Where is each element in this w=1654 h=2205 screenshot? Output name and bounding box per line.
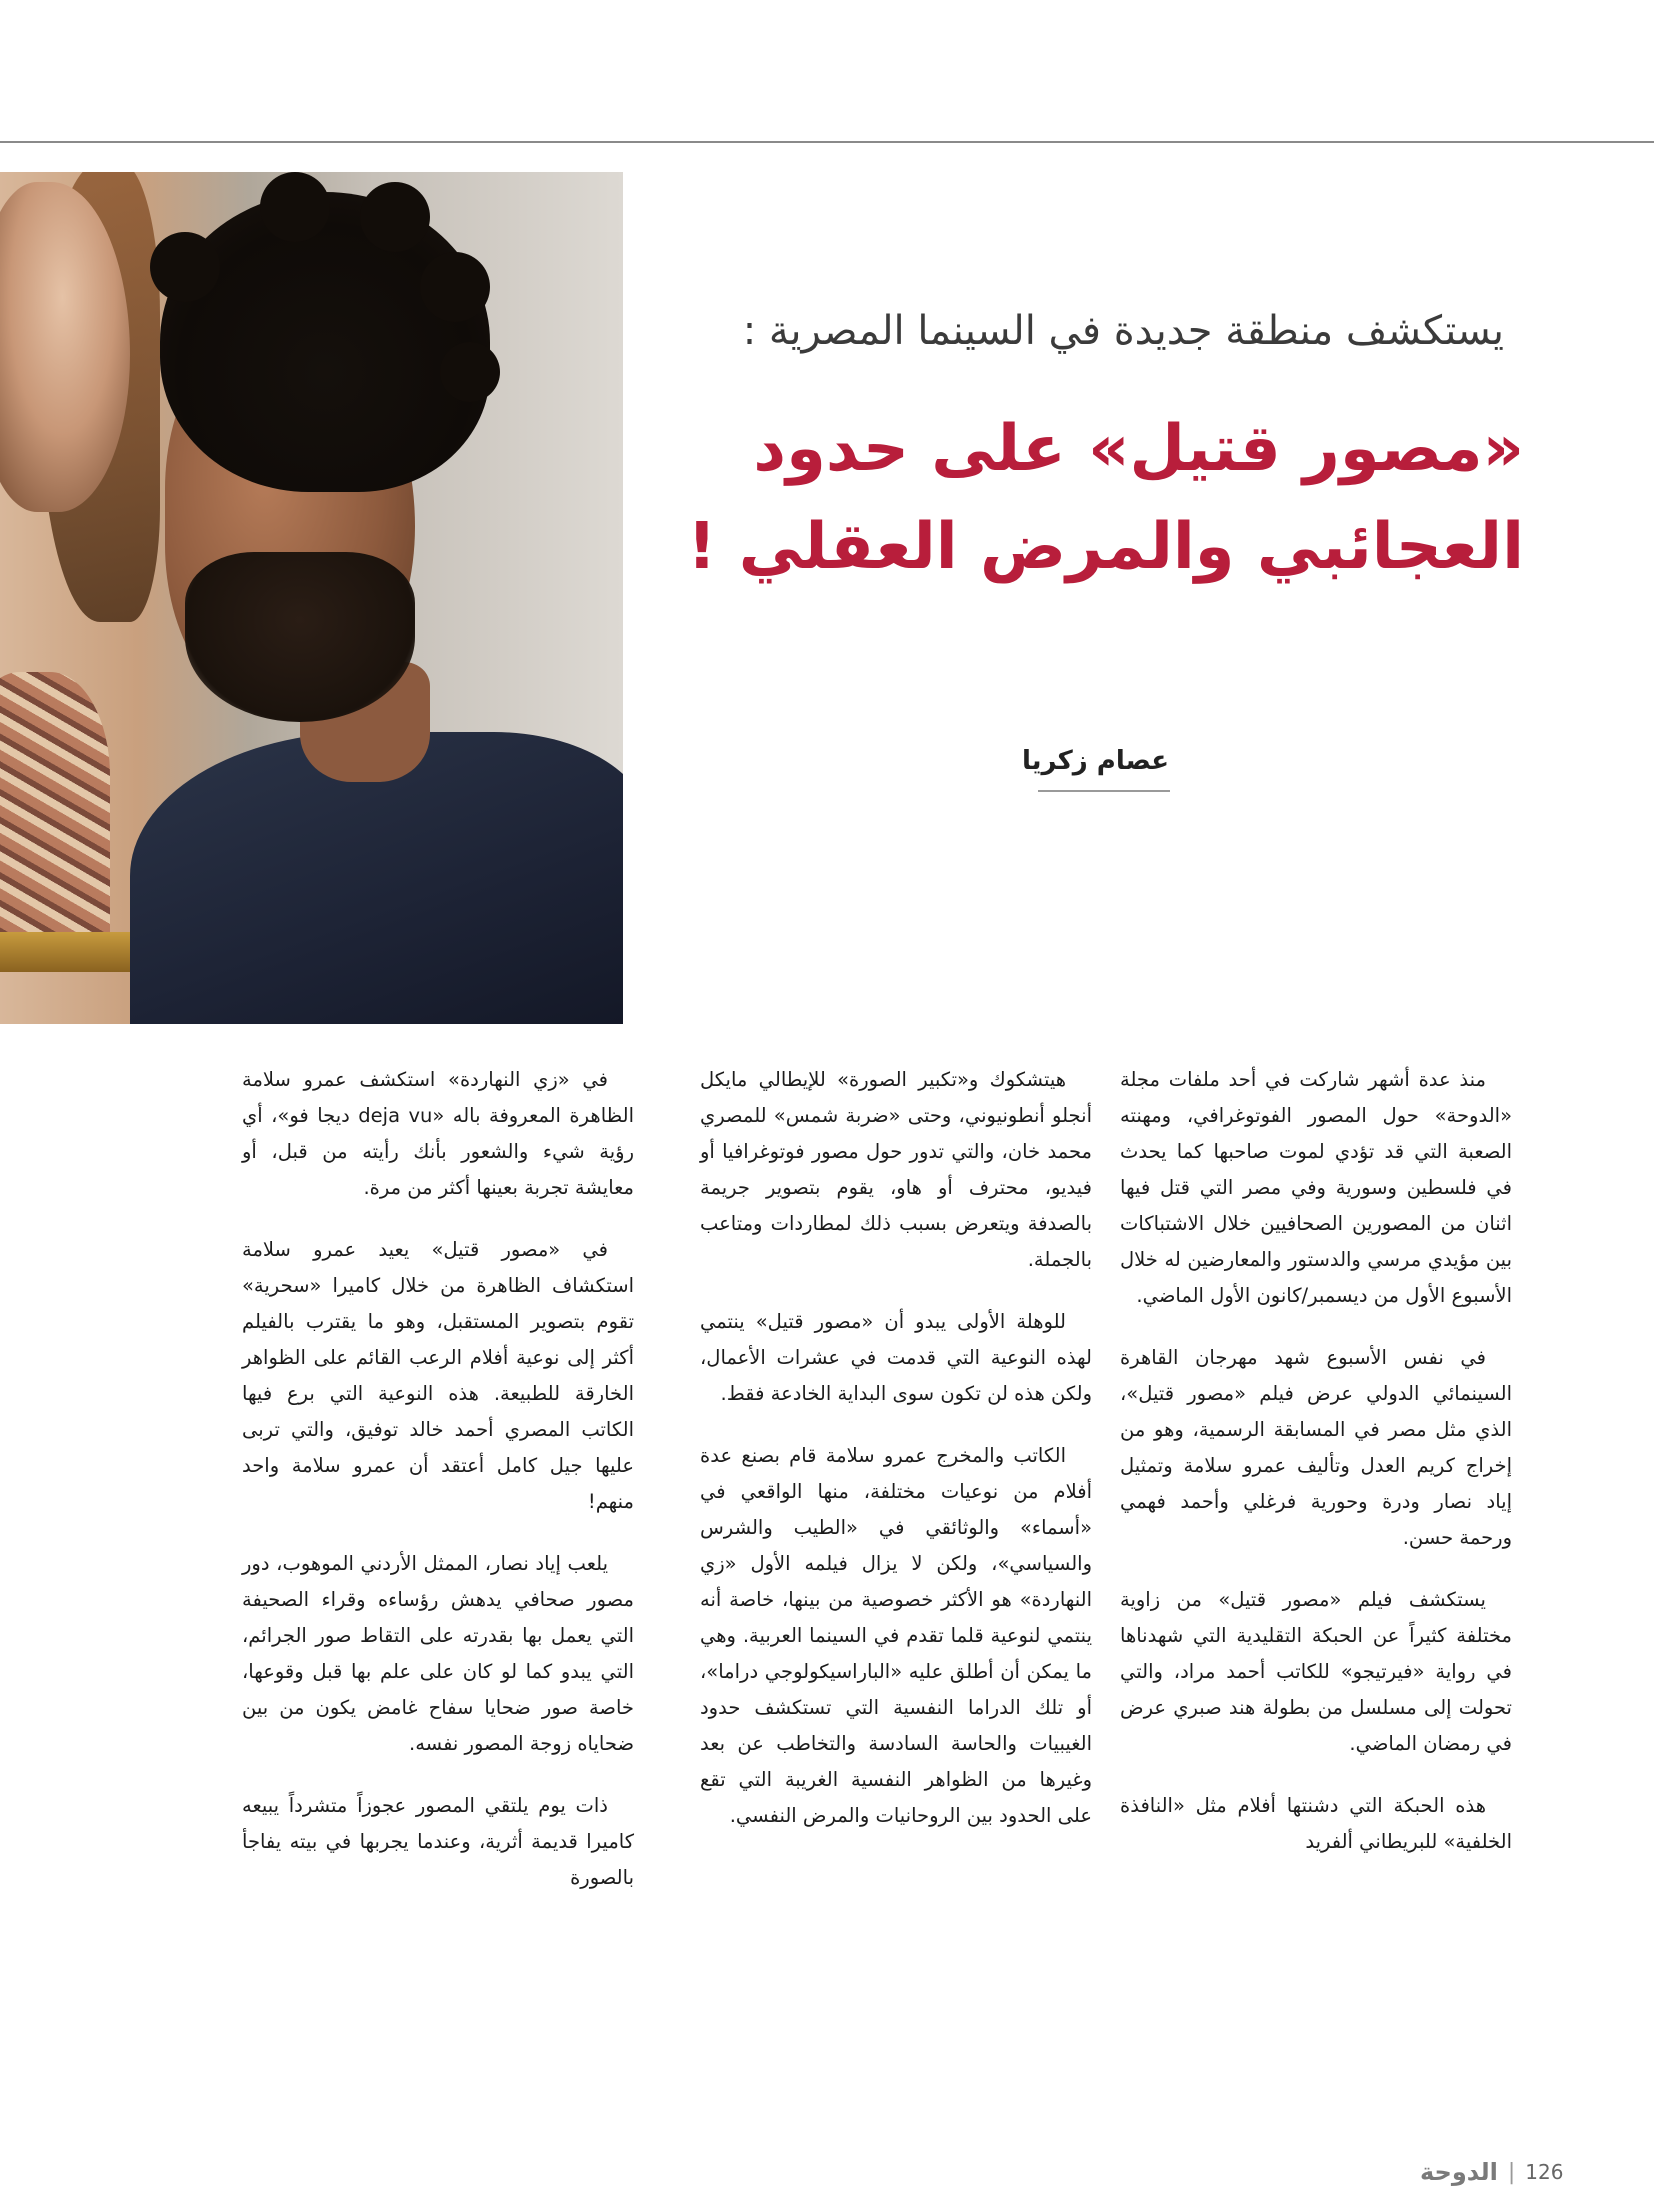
article-kicker: يستكشف منطقة جديدة في السينما المصرية : — [742, 308, 1504, 354]
top-rule — [0, 141, 1654, 143]
paragraph: في نفس الأسبوع شهد مهرجان القاهرة السينمائي الدولي عرض فيلم «مصور قتيل»، الذي مثل مصر في المسابقة الرسمية، وهو من إخراج كريم العدل وتأليف عمرو سلامة وتمثيل إياد نصار ودرة وحورية فرغلي وأحمد فهمي ورحمة حسن. — [1120, 1346, 1512, 1549]
article-column-2 — [700, 1062, 1092, 1860]
paragraph: في «مصور قتيل» يعيد عمرو سلامة استكشاف الظاهرة من خلال كاميرا «سحرية» تقوم بتصوير المستقبل، وهو ما يقترب بالفيلم أكثر إلى نوعية أفلام الرعب القائم على الظواهر الخارقة للطبيعة. هذه النوعية التي برع فيها الكاتب المصري أحمد خالد توفيق، والتي تربى عليها جيل كامل أعتقد أن عمرو سلامة واحد منهم! — [242, 1238, 634, 1513]
byline-rule — [1038, 790, 1170, 792]
paragraph: هيتشكوك و«تكبير الصورة» للإيطالي مايكل أنجلو أنطونيوني، وحتى «ضربة شمس» للمصري محمد خان، والتي تدور حول مصور فوتوغرافيا أو فيديو، محترف أو هاو، يقوم بتصوير جريمة بالصدفة ويتعرض بسبب ذلك لمطاردات ومتاعب بالجملة. — [700, 1068, 1092, 1271]
paragraph: هذه الحبكة التي دشنتها أفلام مثل «النافذة الخلفية» للبريطاني ألفريد — [1120, 1794, 1512, 1853]
paragraph: منذ عدة أشهر شاركت في أحد ملفات مجلة «الدوحة» حول المصور الفوتوغرافي، ومهنته الصعبة التي قد تؤدي لموت صاحبها كما يحدث في فلسطين وسورية وفي مصر التي قتل فيها اثنان من المصورين الصحافيين خلال الاشتباكات بين مؤيدي مرسي والدستور والمعارضين له خلال الأسبوع الأول من ديسمبر/كانون الأول الماضي. — [1120, 1068, 1512, 1307]
paragraph: في «زي النهاردة» استكشف عمرو سلامة الظاهرة المعروفة باله «deja vu ديجا فو»، أي رؤية شيء والشعور بأنك رأيته من قبل، أو معايشة تجربة بعينها أكثر من مرة. — [242, 1068, 634, 1199]
author-byline: عصام زكريا — [1021, 746, 1169, 776]
page-footer — [1420, 2158, 1563, 2186]
article-column-1 — [1120, 1062, 1512, 1886]
paragraph: ذات يوم يلتقي المصور عجوزاً متشرداً يبيعه كاميرا قديمة أثرية، وعندما يجربها في بيته يفاجأ بالصورة — [242, 1794, 634, 1889]
paragraph: يلعب إياد نصار، الممثل الأردني الموهوب، دور مصور صحافي يدهش رؤساءه وقراء الصحيفة التي يعمل بها بقدرته على التقاط صور الجرائم، التي يبدو كما لو كان على علم بها قبل وقوعها، خاصة صور ضحايا سفاح غامض يكون من بين ضحاياه زوجة المصور نفسه. — [242, 1552, 634, 1755]
footer-separator: | — [1507, 2159, 1516, 2185]
page-number: 126 — [1525, 2160, 1564, 2184]
paragraph: يستكشف فيلم «مصور قتيل» من زاوية مختلفة كثيراً عن الحبكة التقليدية التي شهدناها في رواية «فيرتيجو» للكاتب أحمد مراد، والتي تحولت إلى مسلسل من بطولة هند صبري عرض في رمضان الماضي. — [1120, 1588, 1512, 1755]
article-column-3 — [242, 1062, 634, 1922]
article-headline: «مصور قتيل» على حدود العجائبي والمرض العقلي ! — [687, 412, 1524, 584]
paragraph: الكاتب والمخرج عمرو سلامة قام بصنع عدة أفلام من نوعيات مختلفة، منها الواقعي في «أسماء» والوثائقي في «الطيب والشرس والسياسي»، ولكن لا يزال فيلمه الأول «زي النهاردة» هو الأكثر خصوصية من بينها، خاصة أنه ينتمي لنوعية قلما تقدم في السينما العربية. وهي ما يمكن أن أطلق عليه «الباراسيكولوجي دراما»، أو تلك الدراما النفسية التي تستكشف حدود الغيبيات والحاسة السادسة والتخاطب عن بعد وغيرها من الظواهر النفسية الغريبة التي تقع على الحدود بين الروحانيات والمرض النفسي. — [700, 1444, 1092, 1827]
article-photo — [0, 172, 623, 1024]
magazine-logo: الدوحة — [1420, 2158, 1498, 2186]
paragraph: للوهلة الأولى يبدو أن «مصور قتيل» ينتمي لهذه النوعية التي قدمت في عشرات الأعمال، ولكن هذه لن تكون سوى البداية الخادعة فقط. — [700, 1310, 1092, 1405]
